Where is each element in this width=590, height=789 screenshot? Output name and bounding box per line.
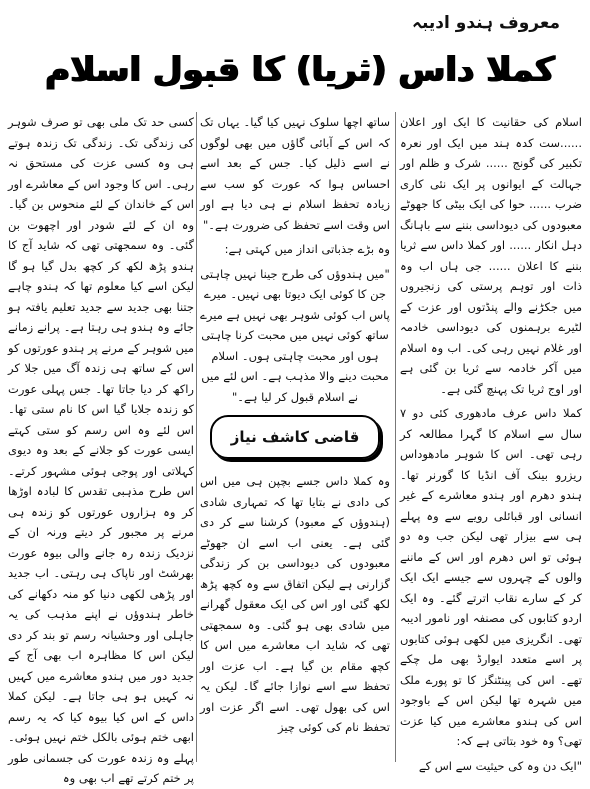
- column-left: [8, 112, 194, 785]
- paragraph: وہ بڑے جذباتی انداز میں کہتی ہے:: [224, 242, 390, 256]
- column-middle: [200, 112, 390, 762]
- column-divider: [196, 112, 197, 762]
- paragraph: اسلام کی حقانیت کا ایک اور اعلان ......ست کدہ ہند میں ایک اور نعرہ تکبیر کی گونج ...... شرک و ظلم اور جہالت کے ایوانوں پر ایک نئی کاری ضرب ...... حوا کی ایک بیٹی کا جھوٹے معبودوں کی دیوداسی بننے سے باہانگ دہل انکار ...... اور کملا داس سے ثریا بننے کا اعلان ...... جی ہاں اب وہ ذات اور توہم پرستی کی زنجیروں میں جکڑنے والے پنڈتوں اور عزت کے لٹیرے برہمنوں کی دیوداسی خادمہ اور غلام نہیں رہی کی۔ اب وہ اسلام میں آکر خادمہ سے ثریا بن گئی ہے اور اوج ثریا تک پہنچ گئی ہے۔: [400, 115, 582, 396]
- column-right: [400, 112, 582, 773]
- author-name: قاضی کاشف نیاز: [230, 428, 360, 446]
- paragraph: وہ کملا داس جسے بچپن ہی میں اس کی دادی نے بتایا تھا کہ تمہاری شادی (ہندوؤں کے معبود) کرشنا سے کر دی گئی ہے۔ یعنی اب اسے ان جھوٹے معبودوں کی دیوداسی بن کر زندگی گزارنی ہے لیکن اتفاق سے وہ کچھ پڑھ لکھ گئی اور اس کی ایک معقول گھرانے میں شادی بھی ہو گئی۔ وہ سمجھتی تھی کہ شاید اب معاشرے میں اس کا کچھ مقام بن گیا ہے۔ اب عزت اور تحفظ سے اسے نوازا جائے گا۔ لیکن یہ اس کی بھول تھی۔ اسے اگر عزت اور تحفظ نام کی کوئی چیز: [200, 474, 390, 734]
- headline: کملا داس (ثریا) کا قبول اسلام: [45, 50, 555, 90]
- column-divider: [395, 112, 396, 762]
- byline-box: [210, 415, 380, 459]
- paragraph: کسی حد تک ملی بھی تو صرف شوہر کی زندگی تک۔ زندگی تک زندہ ہوتے ہی وہ کسی عزت کی مستحق نہ رہی۔ اس کا وجود اس کے معاشرے اور اس کے خاندان کے لئے منحوس بن گیا۔ وہ ان کے لئے شودر اور اچھوت بن گئی۔ وہ سمجھتی تھی کہ شاید آج کا ہندو پڑھ لکھ کر کچھ بدل گیا ہو گا لیکن اسے کیا معلوم تھا کہ ہندو چاہے جتنا بھی جدید سے جدید تعلیم یافتہ ہو جائے وہ ہندو ہی رہتا ہے۔ پرانے زمانے میں شوہر کے مرنے پر ہندو عورتوں کو اس کے ساتھ ہی زندہ آگ میں جلا کر راکھ کر دیا جاتا تھا۔ جس پہلی عورت کو زندہ جلایا گیا اس کا نام ستی تھا۔ اس لئے وہ اس رسم کو ستی کہتے ایسی عورت کو جلانے کے بعد وہ دیوی کہلاتی اور پوجی ہوئی مشہور کرتے۔ اس طرح مذہبی تقدس کا لبادہ اوڑھا کر وہ ہزاروں عورتوں کو زندہ ہی مرنے پر مجبور کر دیتے ورنہ ان کے نزدیک زندہ رہ جانے والی بیوہ عورت بھرشٹ اور ناپاک ہی رہتی۔ اب جدید اور پڑھی لکھی دنیا کو منہ دکھانے کی خاطر ہندوؤں نے اپنے مذہب کی یہ جاہلی اور وحشیانہ رسم تو بند کر دی لیکن اس کا مظاہرہ اب بھی آج کے جدید دور میں ہندو معاشرے میں کہیں نہ کہیں ہو ہی جاتا ہے۔ لیکن کملا داس کے اس کیا بیوہ کیا کہ یہ رسم ابھی ختم ہوئی بالکل ختم نہیں ہوئی۔ پہلے وہ زندہ عورت کی جسمانی طور پر ختم کرتے تھے اب بھی وہ: [8, 115, 194, 785]
- paragraph: ساتھ اچھا سلوک نہیں کیا گیا۔ یہاں تک کہ اس کے آبائی گاؤں میں بھی لوگوں نے اسے ذلیل کیا۔ جس کے بعد اسے احساس ہوا کہ عورت کو سب سے زیادہ تحفظ اسلام نے ہی دیا ہے اور اس وقت اسے تحفظ کی ضرورت ہے۔": [200, 115, 390, 232]
- paragraph: "ایک دن وہ کی حیثیت سے اس کے: [418, 758, 582, 773]
- paragraph: کملا داس عرف مادھوری کئی دو ۷ سال سے اسلام کا گہرا مطالعہ کر رہی تھی۔ اس کا شوہر مادھوداس ریزرو بینک آف انڈیا کا گورنر تھا۔ ہندو دھرم اور ہندو معاشرے کے غیر انسانی اور قبائلی رویے سے وہ پہلے ہی سے بیزار تھی لیکن جب وہ دو ہوئی تو اس دھرم اور اس کے ماننے والوں کے چہروں سے جیسے ایک ایک کر کے سارے نقاب اترتے گئے۔ وہ ایک اردو کتابوں کی مصنفہ اور نامور ادیبہ تھی۔ انگریزی میں لکھی ہوئی کتابوں پر اسے متعدد ایوارڈ بھی مل چکے تھے۔ اس کی پینٹنگز کا تو پورے ملک میں شہرہ تھا لیکن اس کے باوجود اس کی ہندو معاشرے میں کیا عزت تھی؟ وہ خود بتاتی ہے کہ:: [400, 406, 582, 748]
- pull-quote: "میں ہندوؤں کی طرح جینا نہیں چاہتی جن کا کوئی ایک دیوتا بھی نہیں۔ میرے پاس اب کوئی شوہر بھی نہیں ہے میرے ساتھ کوئی نہیں میں محبت کرنا چاہتی ہوں اور محبت چاہتی ہوں۔ اسلام محبت دینے والا مذہب ہے۔ اس لئے میں نے اسلام قبول کر لیا ہے۔": [200, 266, 390, 404]
- section-kicker: معروف ہندو ادیبہ: [412, 13, 560, 33]
